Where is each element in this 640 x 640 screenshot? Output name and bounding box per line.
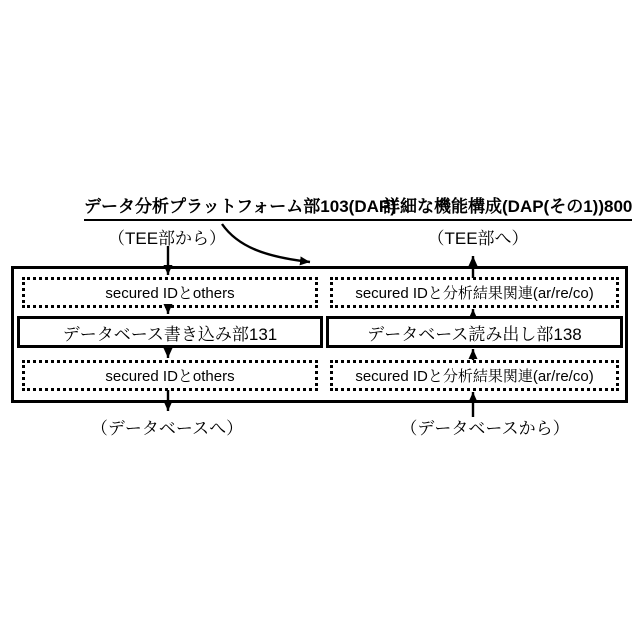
write-input-buffer-box bbox=[22, 277, 318, 308]
write-input-buffer-label: secured IDとothers bbox=[105, 285, 235, 302]
label-to-tee: （TEE部へ） bbox=[427, 229, 529, 248]
read-top-buffer-box bbox=[330, 277, 619, 308]
title-detailed-configuration: 詳細な機能構成(DAP(その1))800 bbox=[383, 198, 632, 221]
database-read-module-box bbox=[326, 316, 623, 348]
write-output-buffer-box bbox=[22, 360, 318, 391]
read-bottom-buffer-label: secured IDと分析結果関連(ar/re/co) bbox=[355, 368, 594, 385]
database-read-module-label: データベース読み出し部138 bbox=[367, 324, 582, 344]
arrow-title-callout bbox=[222, 224, 310, 262]
write-output-buffer-label: secured IDとothers bbox=[105, 368, 235, 385]
label-to-database: （データベースへ） bbox=[90, 419, 244, 438]
database-write-module-label: データベース書き込み部131 bbox=[62, 324, 278, 344]
read-bottom-buffer-box bbox=[330, 360, 619, 391]
database-write-module-box bbox=[17, 316, 323, 348]
title-data-analysis-platform: データ分析プラットフォーム部103(DAP) bbox=[84, 198, 396, 221]
label-from-tee: （TEE部から） bbox=[107, 229, 227, 248]
read-top-buffer-label: secured IDと分析結果関連(ar/re/co) bbox=[355, 285, 594, 302]
label-from-database: （データベースから） bbox=[400, 419, 570, 438]
